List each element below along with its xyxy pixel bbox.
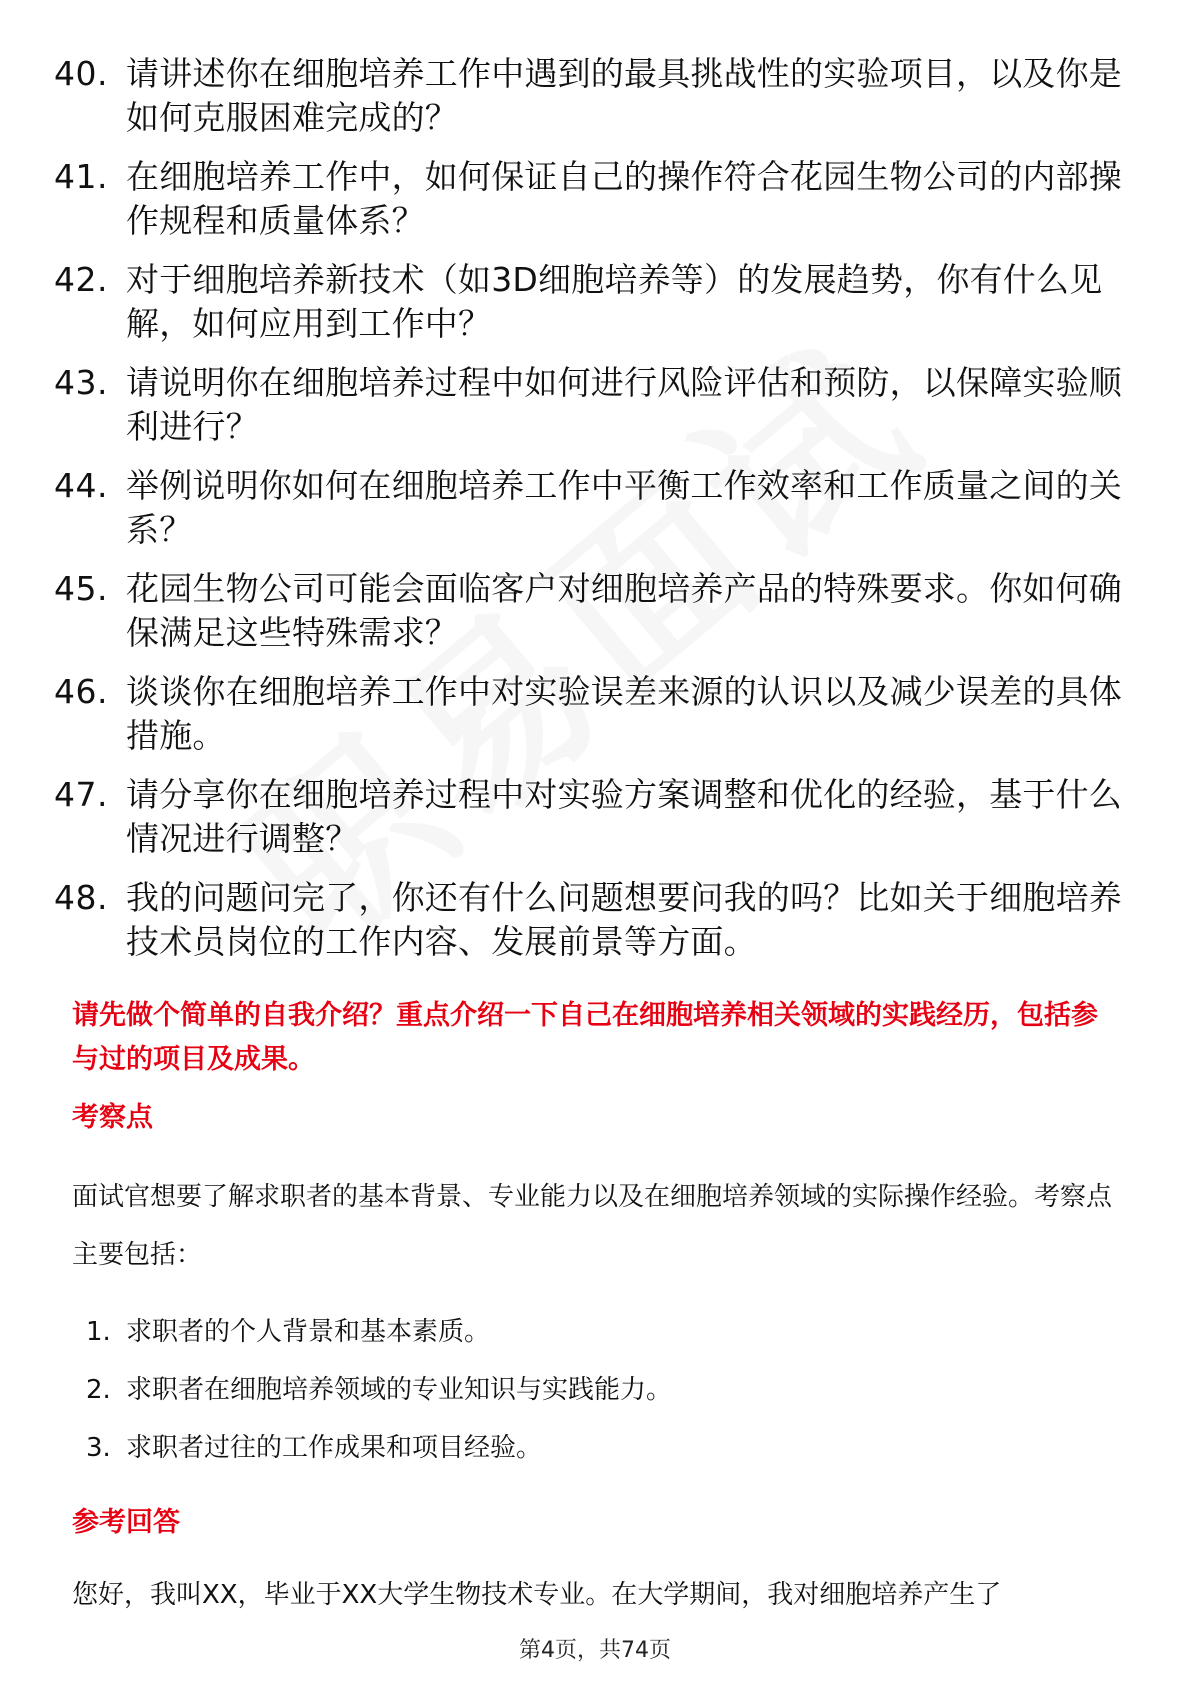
question-item [54, 52, 1134, 140]
question-number: 44. [54, 466, 108, 505]
list-item [86, 1314, 672, 1372]
question-item [54, 361, 1134, 449]
point-text: 求职者的个人背景和基本素质。 [126, 1317, 491, 1347]
question-text: 请讲述你在细胞培养工作中遇到的最具挑战性的实验项目，以及你是如何克服困难完成的？ [126, 54, 1122, 137]
assessment-label: 考察点 [72, 1102, 153, 1133]
assessment-points [86, 1314, 672, 1488]
question-text: 请分享你在细胞培养过程中对实验方案调整和优化的经验，基于什么情况进行调整？ [126, 775, 1122, 858]
question-text: 在细胞培养工作中，如何保证自己的操作符合花园生物公司的内部操作规程和质量体系？ [126, 157, 1122, 240]
question-number: 46. [54, 672, 108, 711]
question-text: 请说明你在细胞培养过程中如何进行风险评估和预防，以保障实验顺利进行？ [126, 363, 1122, 446]
question-item [54, 464, 1134, 552]
point-number: 3. [86, 1433, 111, 1463]
question-text: 花园生物公司可能会面临客户对细胞培养产品的特殊要求。你如何确保满足这些特殊需求？ [126, 569, 1122, 652]
list-item [86, 1430, 672, 1488]
page-footer: 第4页，共74页 [519, 1638, 671, 1663]
question-number: 43. [54, 363, 108, 402]
point-text: 求职者在细胞培养领域的专业知识与实践能力。 [126, 1375, 673, 1405]
question-item [54, 155, 1134, 243]
point-text: 求职者过往的工作成果和项目经验。 [126, 1433, 543, 1463]
question-text: 我的问题问完了，你还有什么问题想要问我的吗？比如关于细胞培养技术员岗位的工作内容、发展前景等方面。 [126, 878, 1122, 961]
question-list [54, 52, 1134, 979]
question-number: 48. [54, 878, 108, 917]
question-number: 42. [54, 260, 108, 299]
question-text: 对于细胞培养新技术（如3D细胞培养等）的发展趋势，你有什么见解，如何应用到工作中？ [126, 260, 1103, 343]
question-item [54, 876, 1134, 964]
reference-answer: 您好，我叫XX，毕业于XX大学生物技术专业。在大学期间，我对细胞培养产生了 [72, 1580, 1002, 1610]
highlight-question: 请先做个简单的自我介绍？重点介绍一下自己在细胞培养相关领域的实践经历，包括参与过的项目及成果。 [72, 1000, 1098, 1075]
question-text: 谈谈你在细胞培养工作中对实验误差来源的认识以及减少误差的具体措施。 [126, 672, 1122, 755]
question-number: 45. [54, 569, 108, 608]
question-number: 41. [54, 157, 108, 196]
question-text: 举例说明你如何在细胞培养工作中平衡工作效率和工作质量之间的关系？ [126, 466, 1122, 549]
question-item [54, 258, 1134, 346]
question-item [54, 670, 1134, 758]
question-number: 47. [54, 775, 108, 814]
reference-label: 参考回答 [72, 1507, 180, 1538]
question-number: 40. [54, 54, 108, 93]
question-item [54, 567, 1134, 655]
list-item [86, 1372, 672, 1430]
question-item [54, 773, 1134, 861]
point-number: 1. [86, 1317, 111, 1347]
assessment-intro: 面试官想要了解求职者的基本背景、专业能力以及在细胞培养领域的实际操作经验。考察点主要包括： [72, 1182, 1113, 1270]
point-number: 2. [86, 1375, 111, 1405]
